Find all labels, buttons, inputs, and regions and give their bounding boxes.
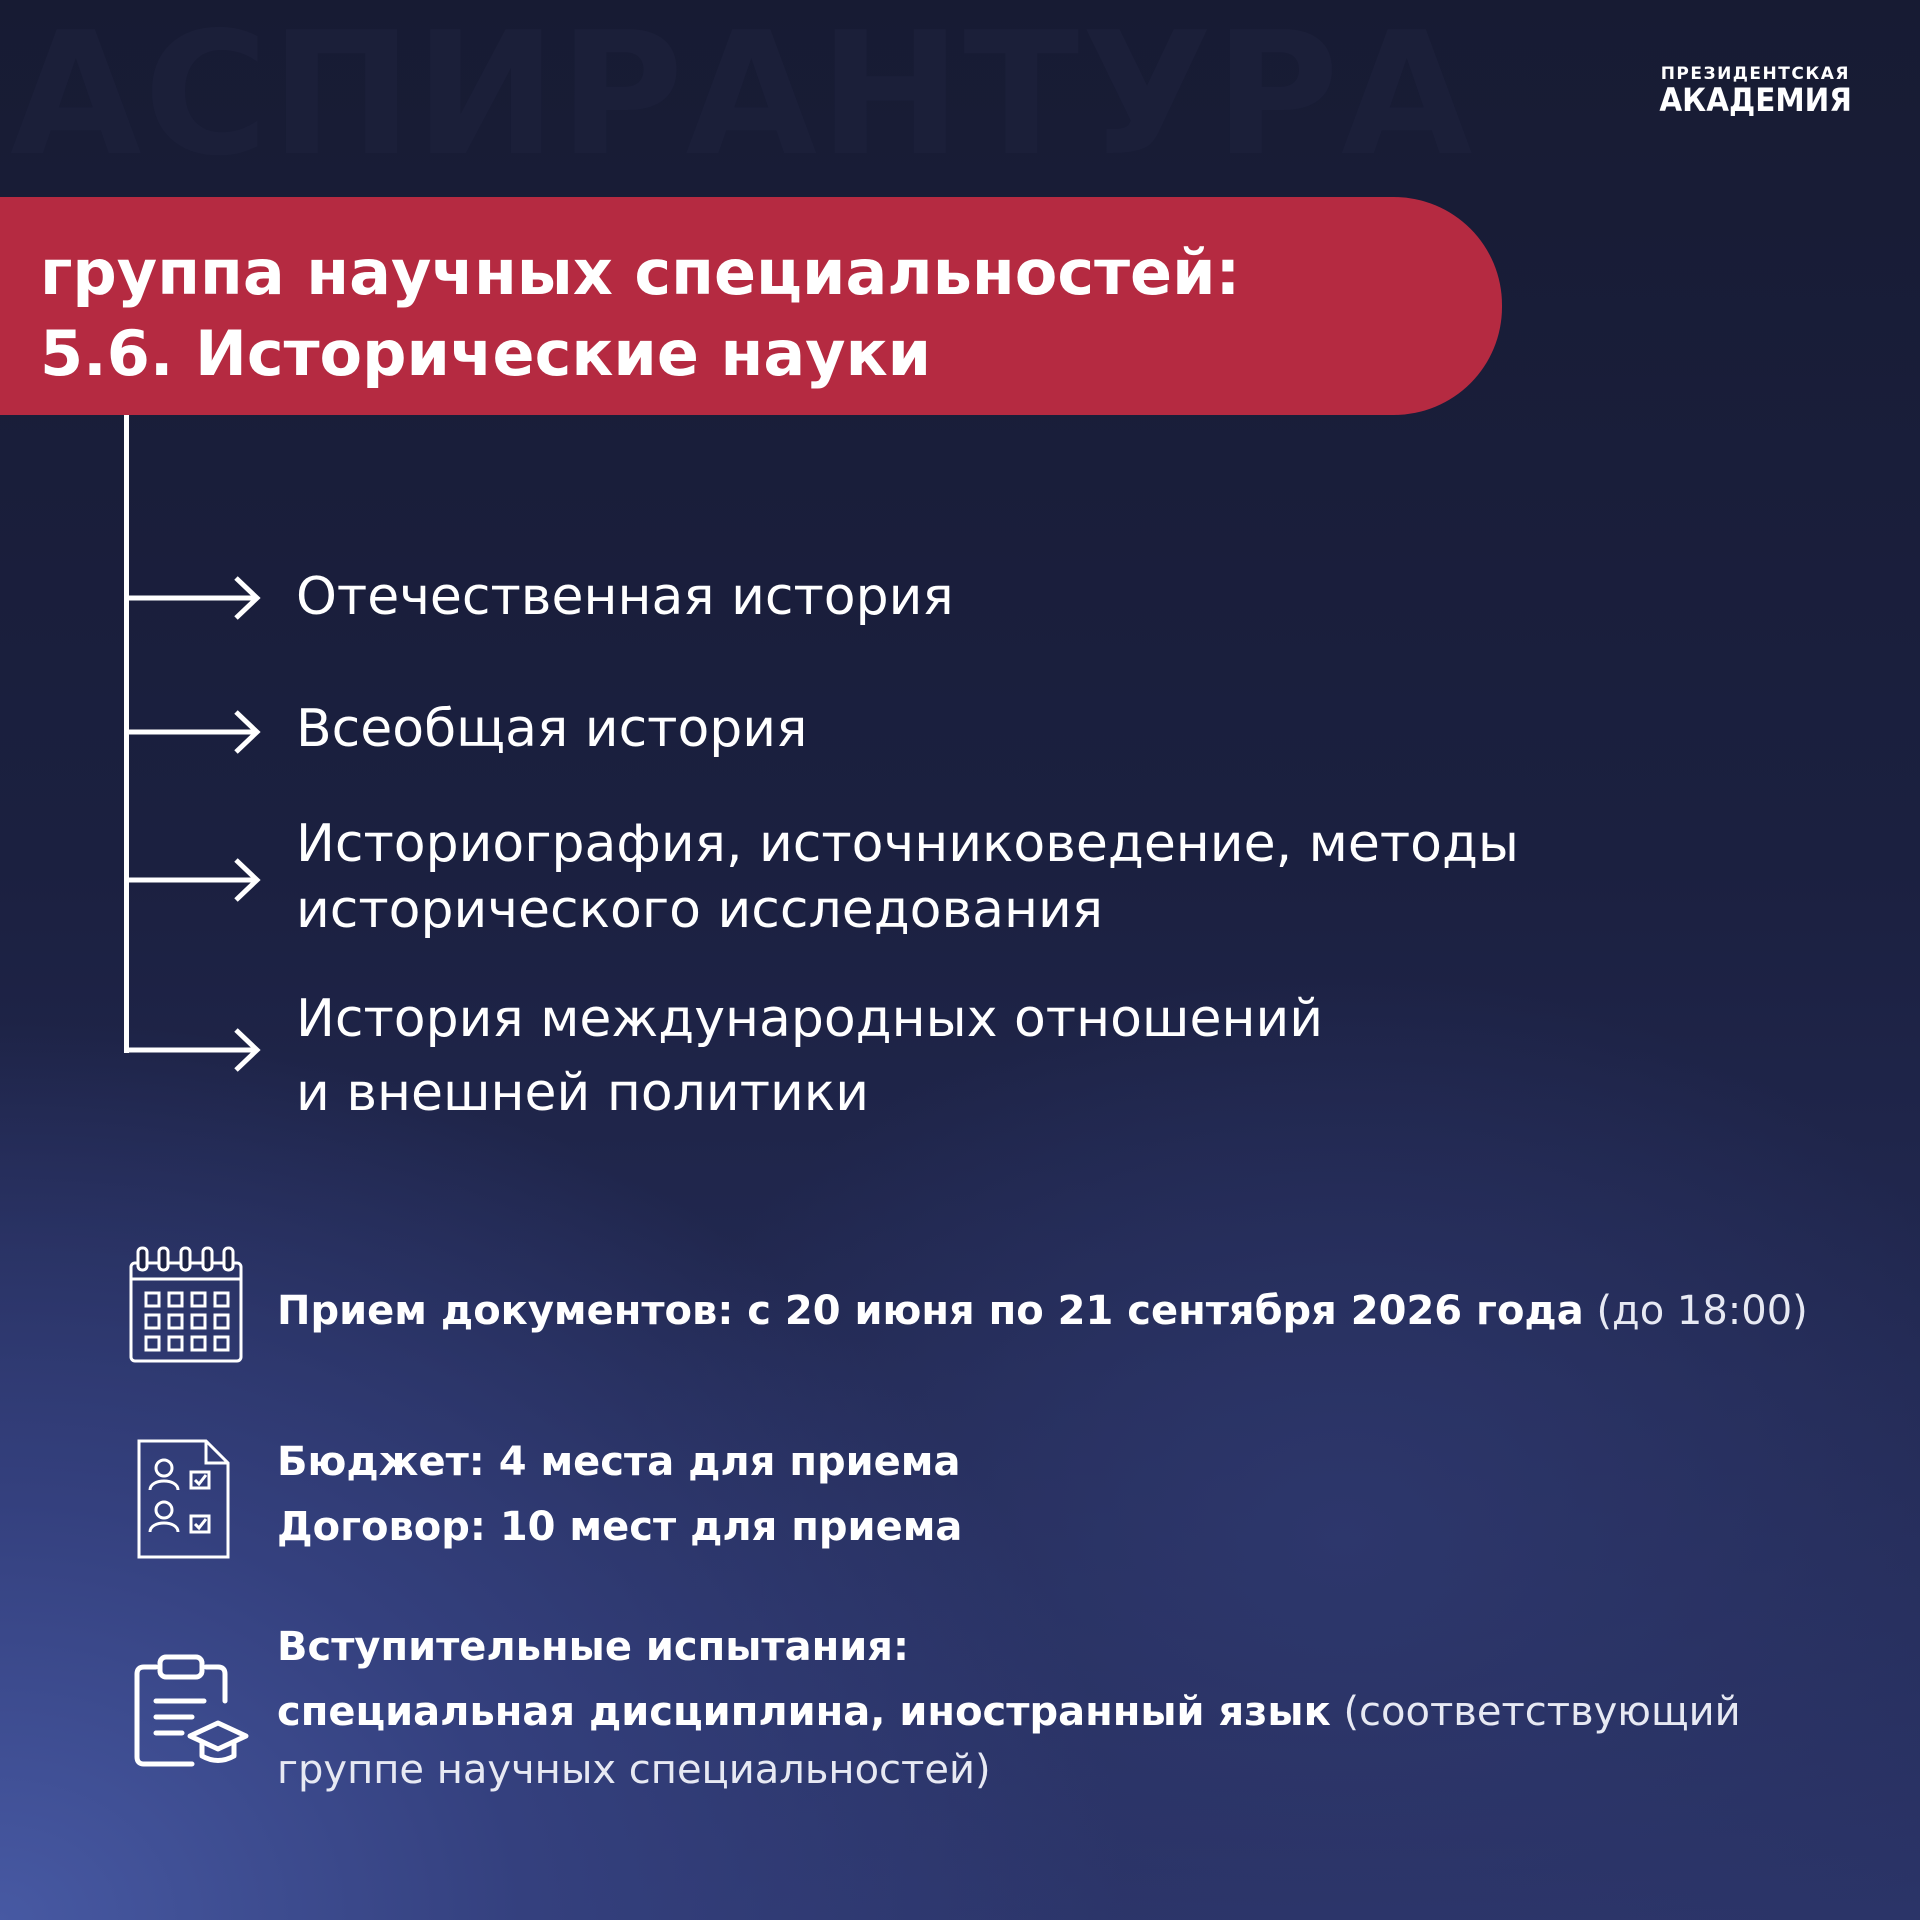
specialty-item: Всеобщая история [296, 699, 808, 759]
admission-time-note: (до 18:00) [1596, 1288, 1808, 1334]
logo-bottom-text: АКАДЕМИЯ [1659, 81, 1852, 119]
logo-top-text: ПРЕЗИДЕНТСКАЯ [1660, 64, 1850, 84]
specialty-item: Отечественная история [296, 567, 954, 627]
exams-note-part1: (соответствующий [1343, 1689, 1741, 1735]
exams-title: Вступительные испытания: [277, 1624, 909, 1670]
academy-logo [1651, 66, 1860, 118]
background-watermark: АСПИРАНТУРА [10, 0, 1475, 194]
contract-places: Договор: 10 мест для приема [277, 1504, 963, 1550]
budget-places: Бюджет: 4 места для приема [277, 1439, 961, 1485]
specialty-item-continuation: исторического исследования [296, 880, 1104, 940]
arrow-right-icon [124, 1025, 264, 1075]
admission-dates [277, 1287, 1808, 1335]
applicants-document-icon [136, 1438, 231, 1560]
arrow-right-icon [124, 573, 264, 623]
header-subtitle: 5.6. Исторические науки [40, 317, 932, 390]
arrow-right-icon [124, 707, 264, 757]
header-banner [0, 197, 1502, 415]
exams-note-part2: группе научных специальностей) [277, 1747, 991, 1793]
exams-subjects [277, 1688, 1741, 1736]
clipboard-graduation-icon [132, 1653, 252, 1768]
specialty-item: Историография, источниковедение, методы [296, 814, 1519, 874]
admission-dates-text: Прием документов: с 20 июня по 21 сентября 2026 года [277, 1288, 1584, 1334]
exams-subjects-text: специальная дисциплина, иностранный язык [277, 1689, 1331, 1735]
header-title: группа научных специальностей: [40, 236, 1241, 309]
calendar-icon [128, 1245, 244, 1365]
specialty-item-continuation: и внешней политики [296, 1063, 869, 1123]
arrow-right-icon [124, 855, 264, 905]
specialty-item: История международных отношений [296, 989, 1324, 1049]
